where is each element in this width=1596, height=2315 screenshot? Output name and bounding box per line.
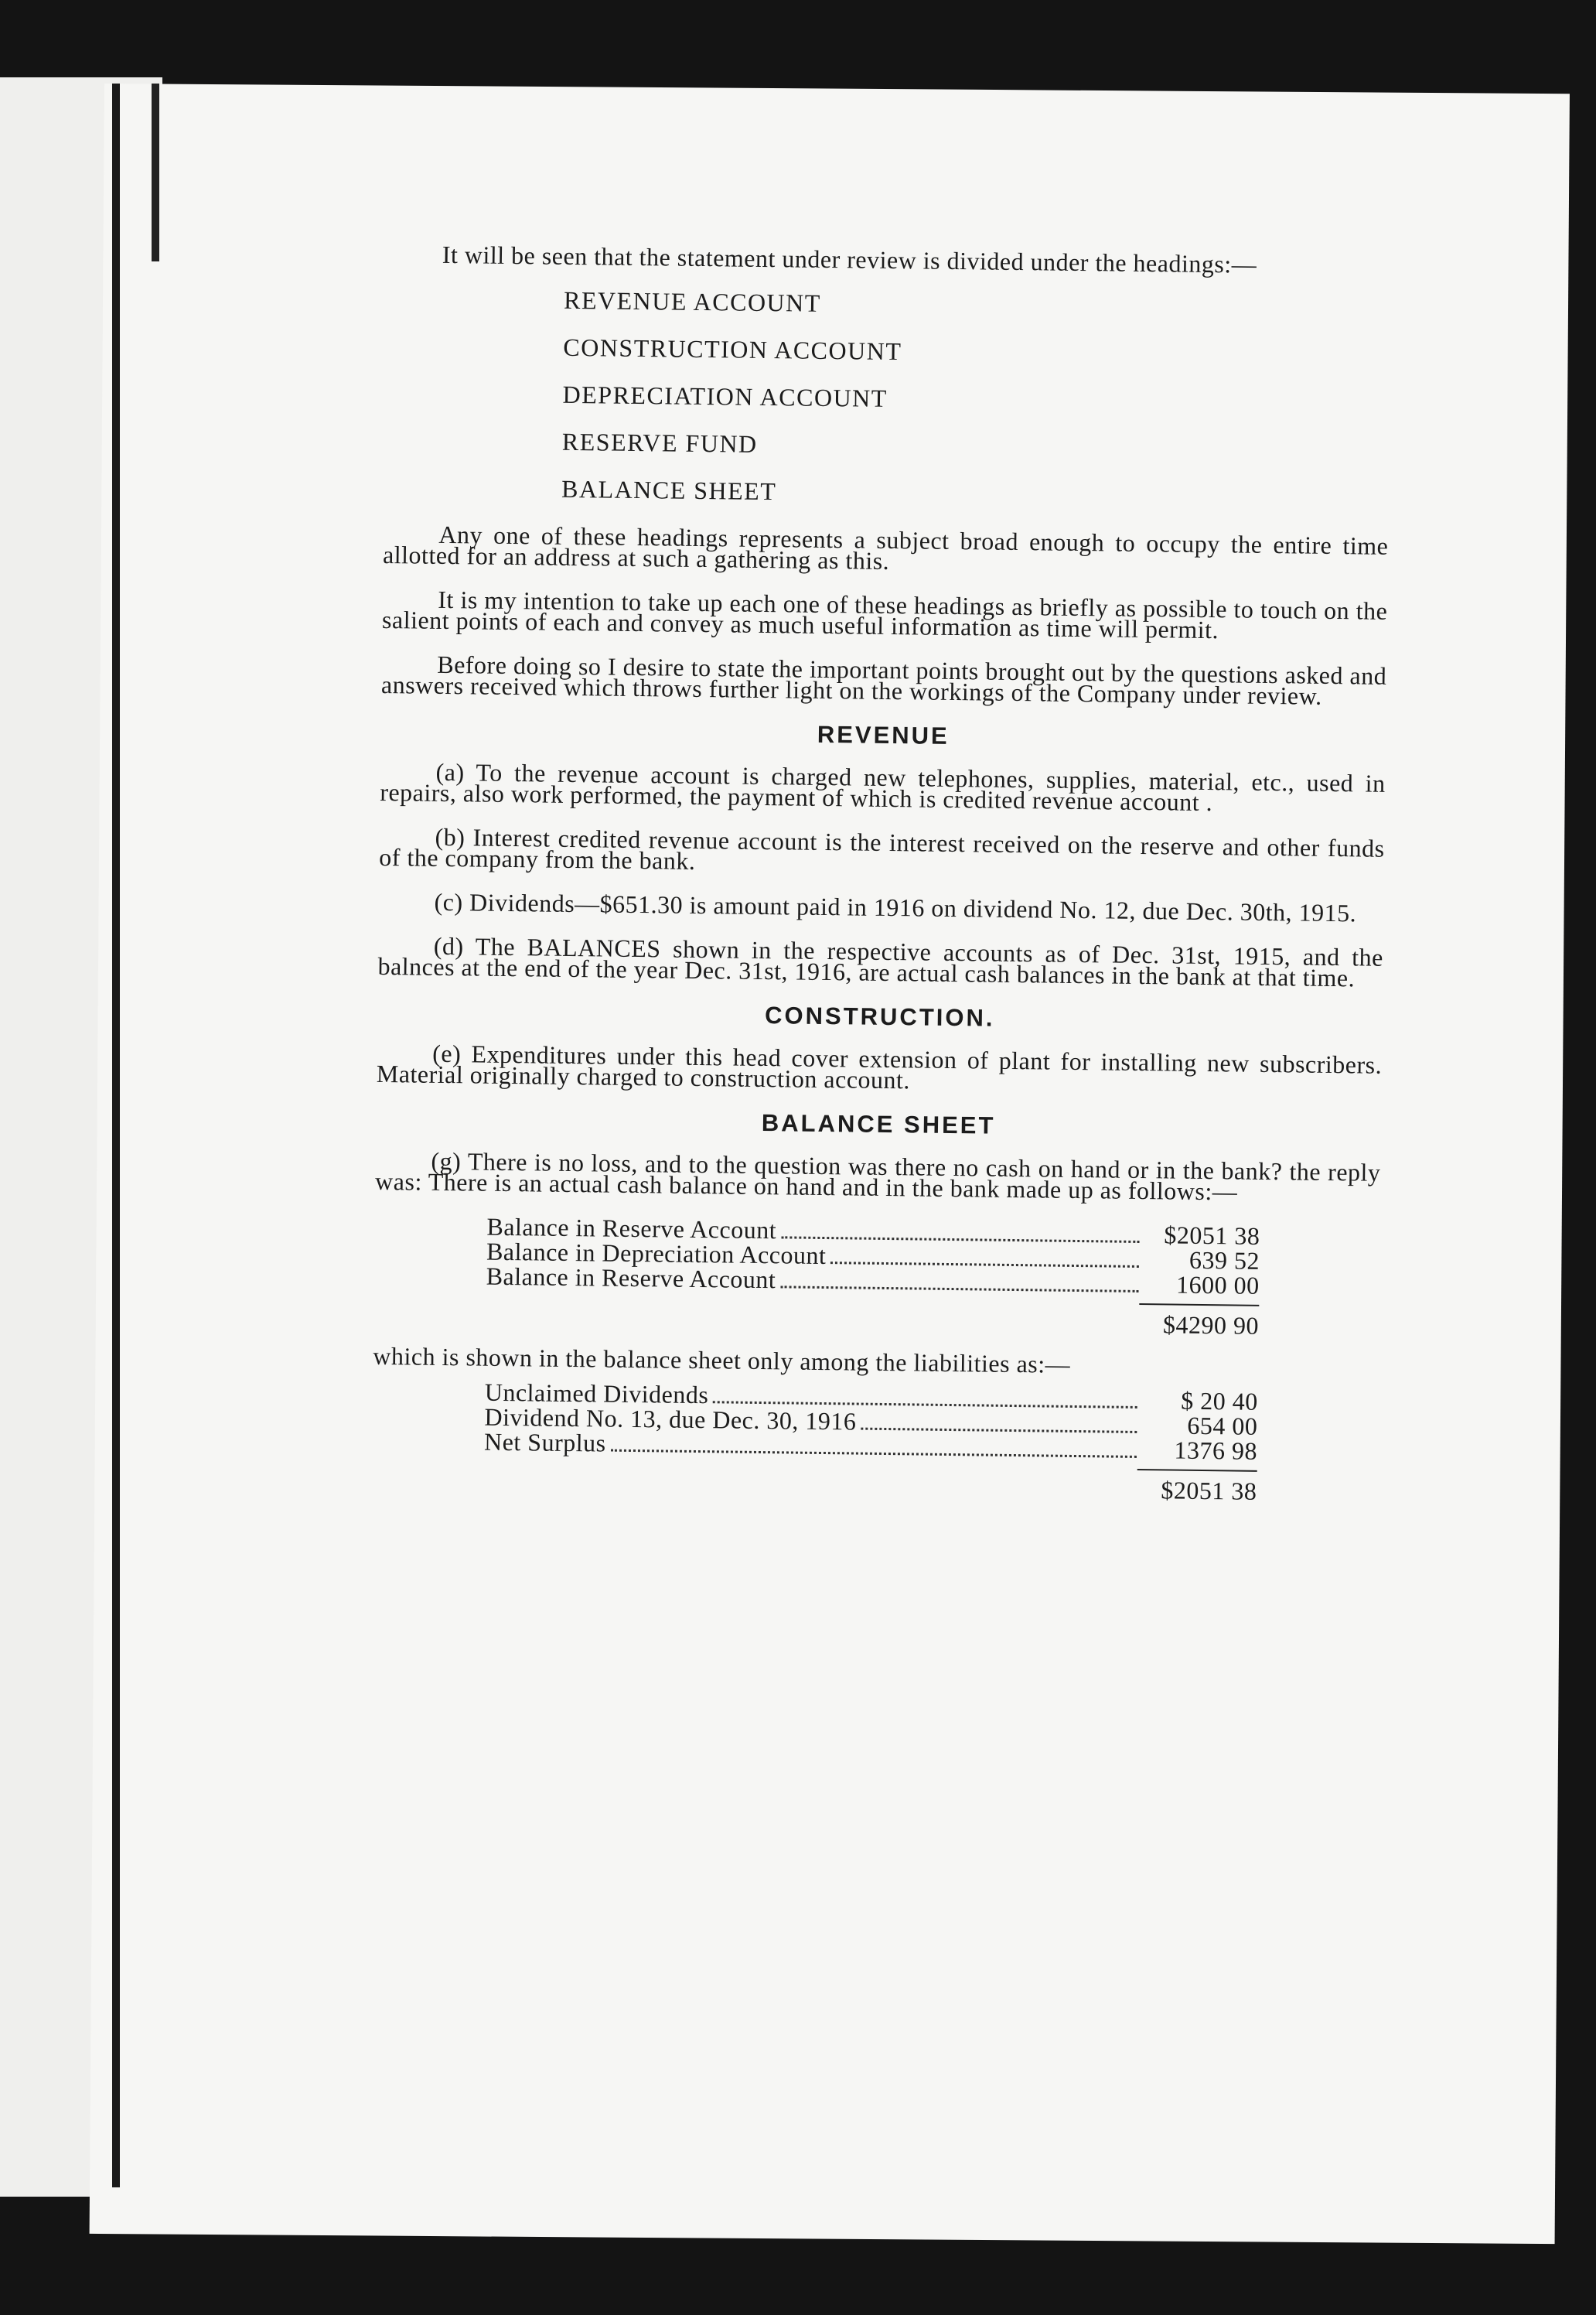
revenue-item-d: (d) The BALANCES shown in the respective accounts as of Dec. 31st, 1915, and the balnces at the end of the year Dec. 31st, 1916, are actual cash balances in the bank at that time. <box>377 931 1384 992</box>
balance-sheet-item-g: (g) There is no loss, and to the question was there no cash on hand or in the bank? the reply was: There is an actual cash balance on hand and in the bank made up as follows:— <box>374 1146 1381 1206</box>
ledger-label: Balance in Depreciation Account <box>486 1237 827 1270</box>
ledger-label: Dividend No. 13, due Dec. 30, 1916 <box>484 1402 857 1436</box>
balance-sheet-heading: BALANCE SHEET <box>761 1109 996 1139</box>
paragraph-scope: Any one of these headings represents a subject broad enough to occupy the entire time allotted for an address at such a gathering as this. <box>382 520 1389 575</box>
liabilities-ledger <box>483 1378 1259 1505</box>
ledger-label: Net Surplus <box>483 1427 606 1457</box>
heading-item: CONSTRUCTION ACCOUNT <box>563 333 902 366</box>
total-rule <box>1139 1303 1259 1306</box>
leader-dots <box>780 1285 1138 1292</box>
ledger-label: Unclaimed Dividends <box>484 1378 709 1409</box>
heading-item: DEPRECIATION ACCOUNT <box>562 380 888 412</box>
revenue-item-c: (c) Dividends—$651.30 is amount paid in 1916 on dividend No. 12, due Dec. 30th, 1915. <box>434 887 1357 927</box>
paragraph-before: Before doing so I desire to state the important points brought out by the questions asked and answers received which throws further light on the workings of the Company under review. <box>380 650 1387 710</box>
leader-dots <box>781 1235 1139 1243</box>
liabilities-total: $2051 38 <box>1161 1476 1257 1505</box>
leader-dots <box>861 1427 1137 1433</box>
ledger-total: $4290 90 <box>1162 1310 1260 1340</box>
revenue-item-a: (a) To the revenue account is charged new telephones, supplies, material, etc., used in repairs, also work performed, the payment of which is credited revenue account . <box>380 757 1386 817</box>
ledger-amount: 1600 00 <box>1175 1270 1260 1299</box>
ledger-amount: 654 00 <box>1187 1411 1258 1440</box>
ledger-label: Balance in Reserve Account <box>486 1212 777 1245</box>
binding-shadow <box>112 84 120 2187</box>
paragraph-intention: It is my intention to take up each one of these headings as briefly as possible to touch on the salient points of each and convey as much useful information as time will permit. <box>381 585 1388 644</box>
heading-item: REVENUE ACCOUNT <box>563 285 822 317</box>
page-content <box>371 240 1392 1524</box>
ledger-label: Balance in Reserve Account <box>486 1262 776 1294</box>
total-rule <box>1137 1469 1257 1472</box>
heading-item: RESERVE FUND <box>561 427 758 458</box>
construction-heading: CONSTRUCTION. <box>764 1002 995 1032</box>
headings-list <box>561 285 1391 510</box>
leader-dots <box>830 1261 1139 1268</box>
construction-item-e: (e) Expenditures under this head cover extension of plant for installing new subscribers. Material originally charged to construction account. <box>376 1039 1383 1094</box>
binding-fold <box>152 84 159 261</box>
ledger-amount: $2051 38 <box>1164 1221 1260 1250</box>
revenue-heading: REVENUE <box>817 720 950 749</box>
liabilities-intro: which is shown in the balance sheet only among the liabilities as:— <box>373 1341 1071 1378</box>
ledger-amount: 639 52 <box>1188 1245 1260 1275</box>
intro-paragraph: It will be seen that the statement under review is divided under the headings:— <box>442 240 1257 278</box>
ledger-amount: 1376 98 <box>1174 1436 1258 1465</box>
ledger-amount: $ 20 40 <box>1181 1386 1259 1415</box>
cash-balance-ledger <box>486 1212 1260 1340</box>
revenue-item-b: (b) Interest credited revenue account is the interest received on the reserve and other funds of the company from the bank. <box>379 822 1385 875</box>
heading-item: BALANCE SHEET <box>561 474 777 506</box>
leader-dots <box>610 1449 1136 1458</box>
